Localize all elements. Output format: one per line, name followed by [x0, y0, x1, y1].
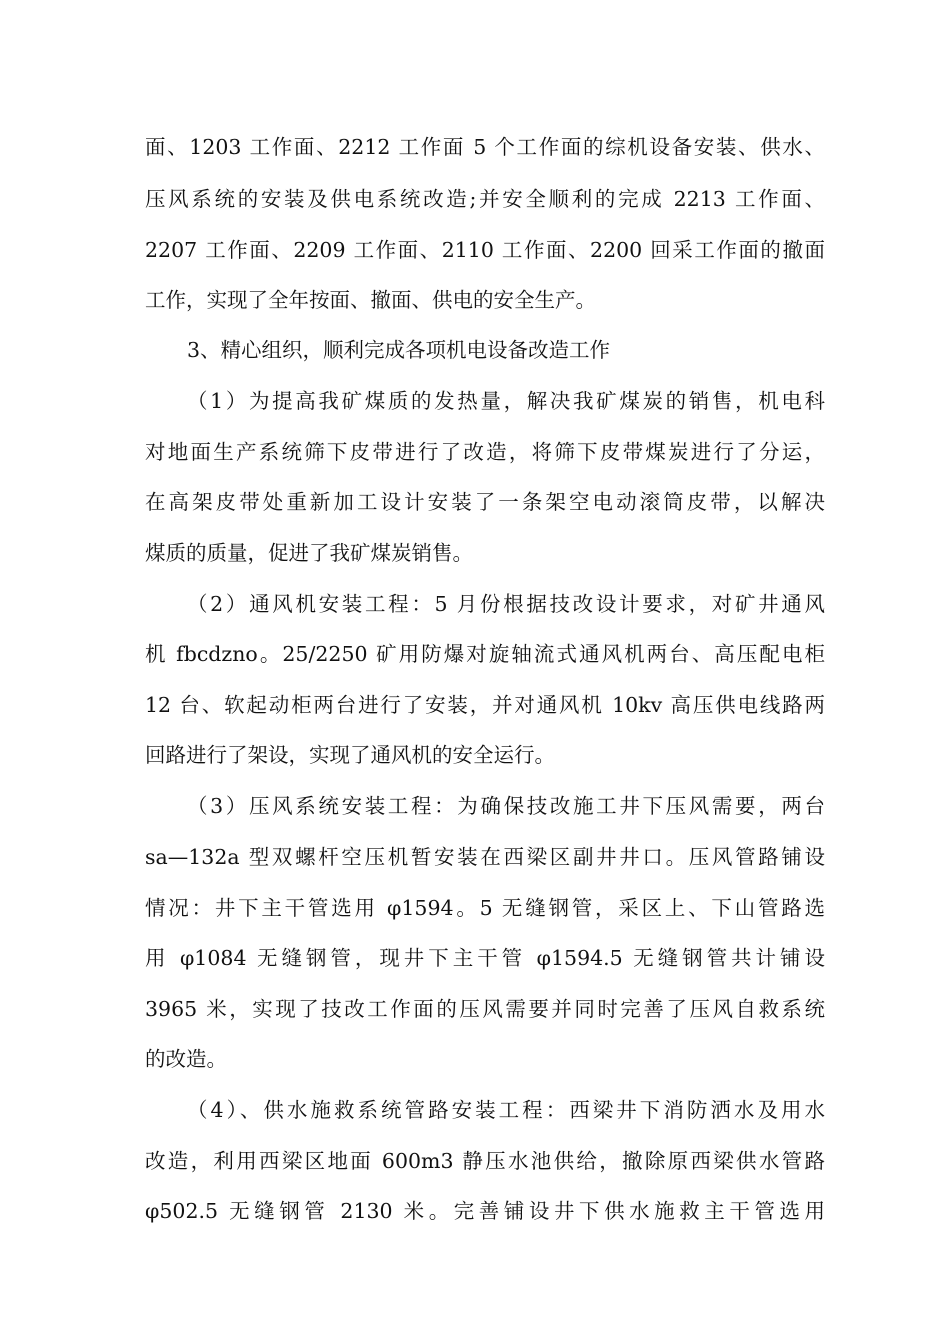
text-line: 对地面生产系统筛下皮带进行了改造，将筛下皮带煤炭进行了分运，: [145, 440, 825, 464]
text-line: 工作，实现了全年按面、撤面、供电的安全生产。: [145, 288, 596, 312]
text-line: 改造，利用西梁区地面 600m3 静压水池供给，撤除原西梁供水管路: [145, 1149, 825, 1173]
text-line: 煤质的质量，促进了我矿煤炭销售。: [145, 541, 473, 565]
text-line: sa—132a 型双螺杆空压机暂安装在西梁区副井井口。压风管路铺设: [145, 845, 825, 869]
text-line: （3）压风系统安装工程：为确保技改施工井下压风需要，两台: [187, 794, 825, 818]
text-line: （2）通风机安装工程：5 月份根据技改设计要求，对矿井通风: [187, 592, 825, 616]
text-line: 压风系统的安装及供电系统改造;并安全顺利的完成 2213 工作面、: [145, 187, 825, 211]
text-line: （1）为提高我矿煤质的发热量，解决我矿煤炭的销售，机电科: [187, 389, 825, 413]
section-heading: 3、精心组织，顺利完成各项机电设备改造工作: [187, 338, 611, 362]
text-line: 机 fbcdzno。25/2250 矿用防爆对旋轴流式通风机两台、高压配电柜: [145, 642, 825, 666]
text-line: 的改造。: [145, 1047, 227, 1071]
text-line: 回路进行了架设，实现了通风机的安全运行。: [145, 743, 555, 767]
text-line: 面、1203 工作面、2212 工作面 5 个工作面的综机设备安装、供水、: [145, 135, 825, 159]
text-line: 在高架皮带处重新加工设计安装了一条架空电动滚筒皮带，以解决: [145, 490, 825, 514]
text-line: 3965 米，实现了技改工作面的压风需要并同时完善了压风自救系统: [145, 997, 825, 1021]
text-line: （4）、供水施救系统管路安装工程：西梁井下消防洒水及用水: [187, 1098, 825, 1122]
text-line: 12 台、软起动柜两台进行了安装，并对通风机 10kv 高压供电线路两: [145, 693, 825, 717]
text-line: 2207 工作面、2209 工作面、2110 工作面、2200 回采工作面的撤面: [145, 238, 825, 262]
text-line: 情况：井下主干管选用 φ1594。5 无缝钢管，采区上、下山管路选: [145, 896, 825, 920]
text-line: 用 φ1084 无缝钢管，现井下主干管 φ1594.5 无缝钢管共计铺设: [145, 946, 825, 970]
text-line: φ502.5 无缝钢管 2130 米。完善铺设井下供水施救主干管选用: [145, 1199, 825, 1223]
